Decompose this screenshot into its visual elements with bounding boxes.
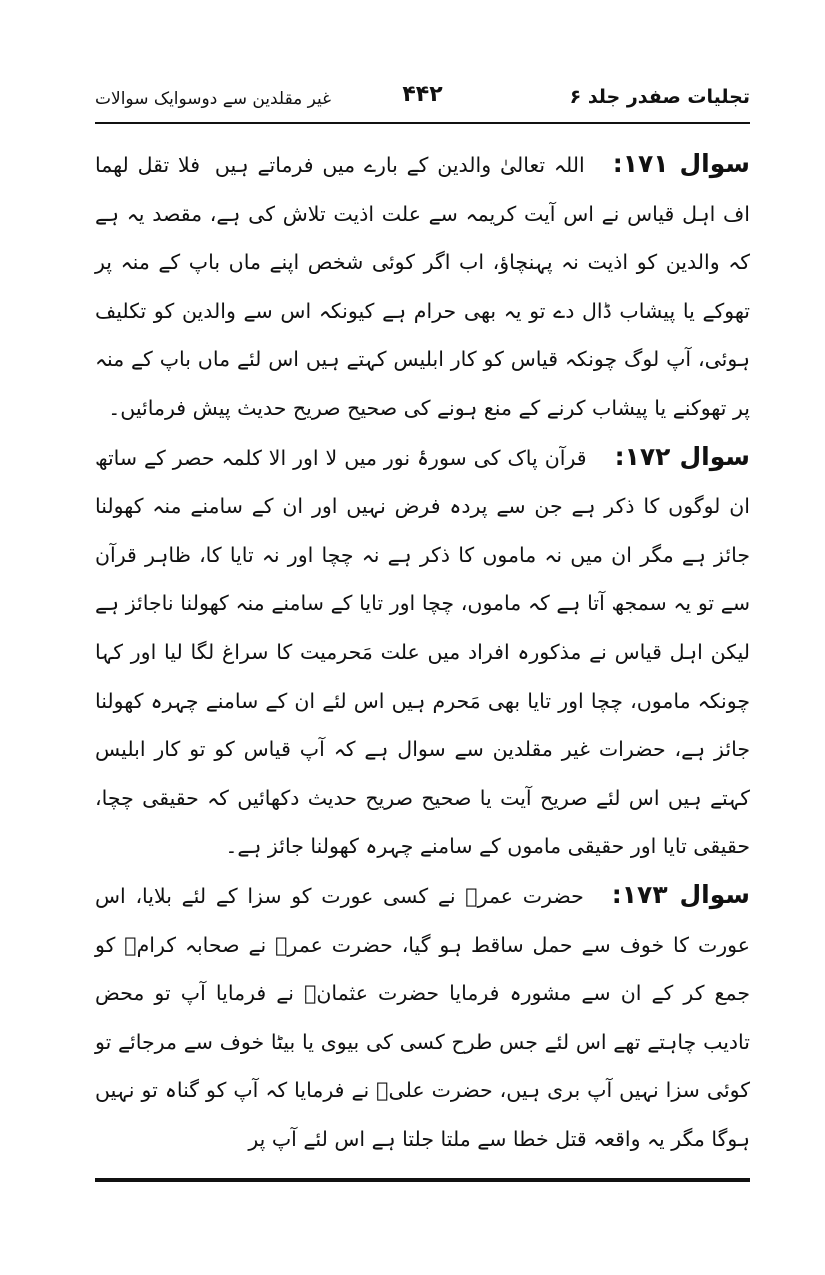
book-title: تجلیات صفدر جلد ۶: [569, 86, 750, 108]
question-173: [95, 871, 750, 1164]
question-text: قرآن پاک کی سورۂ نور میں لا اور الا کلمہ حصر کے ساتھ ان لوگوں کا ذکر ہے جن سے پردہ فرض نہیں اور ان کے سامنے منہ کھولنا جائز ہے مگر ان میں نہ ماموں کا ذکر ہے نہ چچا اور نہ تایا کا، ظاہر قرآن سے تو یہ سمجھ آتا ہے کہ ماموں، چچا اور تایا کے سامنے منہ کھولنا ناجائز ہے لیکن اہل قیاس نے مذکورہ افراد میں علت مَحرمیت کا سراغ لگا لیا اور کہا چونکہ ماموں، چچا اور تایا بھی مَحرم ہیں اس لئے ان کے سامنے چہرہ کھولنا جائز ہے، حضرات غیر مقلدین سے سوال ہے کہ آپ قیاس کو تو کار ابلیس کہتے ہیں اس لئے صریح آیت یا صحیح صریح حدیث دکھائیں کہ حقیقی چچا، حقیقی تایا اور حقیقی ماموں کے سامنے چہرہ کھولنا جائز ہے۔: [95, 445, 750, 859]
running-header: [95, 82, 750, 116]
question-text: اہل قیاس نے اس آیت کریمہ سے علت اذیت تلاش کی ہے، مقصد یہ ہے کہ والدین کو اذیت نہ پہنچاؤ، اب اگر کوئی شخص اپنے ماں باپ کے منہ پر تھوکے یا پیشاب ڈال دے تو یہ بھی حرام ہے کیونکہ اس سے والدین کو تکلیف ہوئی، آپ لوگ چونکہ قیاس کو کار ابلیس کہتے ہیں اس لئے ماں باپ کے منہ پر تھوکنے یا پیشاب کرنے کے منع ہونے کی صحیح صریح حدیث پیش فرمائیں۔: [95, 201, 750, 420]
question-172: [95, 433, 750, 871]
page-number: ۴۴۲: [402, 82, 443, 107]
header-divider: [95, 122, 750, 124]
page-body: [95, 140, 750, 1163]
question-171: [95, 140, 750, 433]
footer-divider: [95, 1178, 750, 1182]
question-label: سوال ۱۷۳:: [611, 879, 751, 909]
section-title: غیر مقلدین سے دوسوایک سوالات: [95, 89, 332, 109]
question-label: سوال ۱۷۲:: [614, 441, 750, 471]
question-lead: اللہ تعالیٰ والدین کے بارے میں فرماتے ہیں: [214, 153, 585, 177]
question-label: سوال ۱۷۱:: [612, 149, 750, 178]
question-text: حضرت عمرؓ نے کسی عورت کو سزا کے لئے بلایا، اس عورت کا خوف سے حمل ساقط ہو گیا، حضرت عمرؓ نے صحابہ کرامؓ کو جمع کر کے ان سے مشورہ فرمایا حضرت عثمانؓ نے فرمایا آپ تو محض تادیب چاہتے تھے اس لئے جس طرح کسی کی بیوی یا بیٹا خوف سے مرجائے تو کوئی سزا نہیں آپ بری ہیں، حضرت علیؓ نے فرمایا کہ آپ کو گناہ تو نہیں ہوگا مگر یہ واقعہ قتل خطا سے ملتا جلتا ہے اس لئے آپ پر: [95, 883, 750, 1151]
quran-verse: فلا تقل لھما اف: [95, 153, 750, 226]
